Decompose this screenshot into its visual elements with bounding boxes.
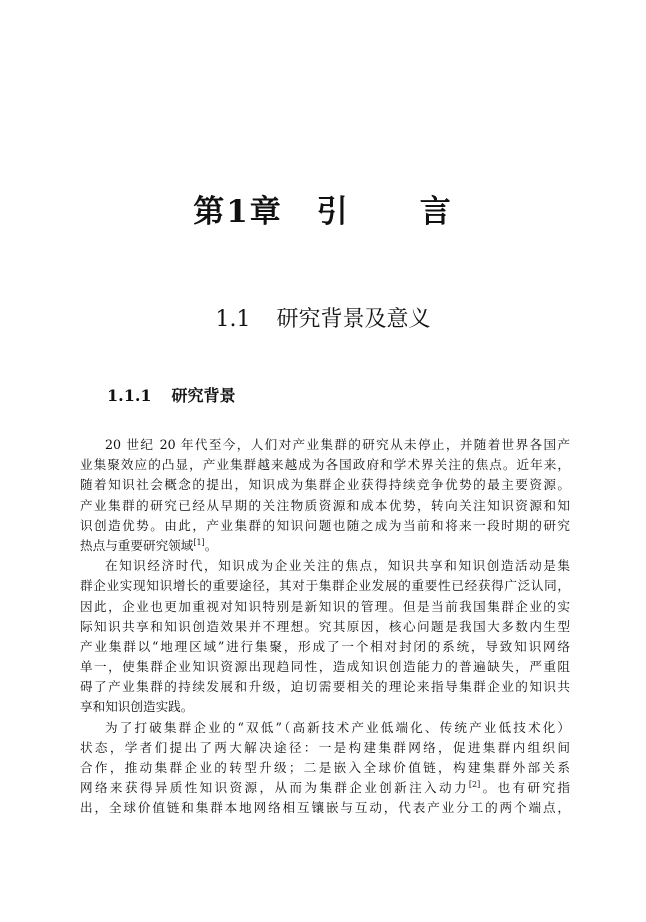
paragraph (80, 718, 570, 819)
paragraph (80, 435, 570, 556)
subsection-heading (107, 383, 236, 406)
text-segment: 热点与重要研究领域 (80, 537, 194, 553)
citation-reference[interactable]: [2] (468, 780, 481, 790)
section-number: 1.1 (215, 307, 251, 332)
text-line: 为了打破集群企业的“双低”（高新技术产业低端化、传统产业低技术化） (105, 719, 570, 735)
chapter-suffix: 章 (249, 194, 283, 230)
chapter-title-char-1: 引 (316, 194, 350, 230)
text-line: 出，全球价值链和集群本地网络相互镶嵌与互动，代表产业分工的两个端点， (80, 800, 570, 816)
text-line: 际知识共享和知识创造效果并不理想。究其原因，核心问题是我国大多数内生型 (80, 618, 570, 634)
text-line: 碍了产业集群的持续发展和升级，迫切需要相关的理论来指导集群企业的知识共 (80, 679, 570, 695)
text-line: 单一，使集群企业知识资源出现趋同性，造成知识创造能力的普遍缺失，严重阻 (80, 659, 570, 675)
chapter-prefix: 第 (193, 194, 227, 230)
chapter-number: 1 (226, 194, 250, 230)
text-line: 20 世纪 20 年代至今，人们对产业集群的研究从未停止，并随着世界各国产 (105, 437, 570, 452)
citation-reference[interactable]: [1] (193, 537, 205, 547)
text-line (80, 536, 570, 556)
chapter-title-char-2: 言 (419, 194, 453, 230)
text-line: 产业集群的研究已经从早期的关注物质资源和成本优势，转向关注知识资源和知 (80, 497, 570, 513)
subsection-number: 1.1.1 (107, 386, 152, 405)
text-line: 群企业实现知识增长的重要途径，其对于集群企业发展的重要性已经获得广泛认同， (80, 578, 570, 594)
text-line: 产业集群以“地理区域”进行集聚，形成了一个相对封闭的系统，导致知识网络 (80, 638, 570, 654)
text-line: 状态，学者们提出了两大解决途径：一是构建集群网络，促进集群内组织间 (80, 739, 570, 755)
text-line: 享和知识创造实践。 (80, 699, 194, 715)
body-text (80, 435, 570, 819)
text-line: 随着知识社会概念的提出，知识成为集群企业获得持续竞争优势的最主要资源。 (80, 477, 570, 493)
text-line: 业集聚效应的凸显，产业集群越来越成为各国政府和学术界关注的焦点。近年来， (80, 457, 570, 473)
text-line (80, 778, 570, 798)
text-segment: 网络来获得异质性知识资源，从而为集群企业创新注入动力 (80, 780, 469, 796)
section-heading (0, 302, 646, 333)
text-line: 因此，企业也更加重视对知识特别是新知识的管理。但是当前我国集群企业的实 (80, 598, 570, 614)
text-line: 合作，推动集群企业的转型升级；二是嵌入全球价值链，构建集群外部关系 (80, 760, 570, 775)
text-line: 识创造优势。由此，产业集群的知识问题也随之成为当前和将来一段时期的研究 (80, 517, 570, 533)
text-segment: 。 (204, 537, 218, 553)
subsection-title: 研究背景 (171, 386, 236, 405)
text-segment: 。也有研究指 (480, 780, 570, 796)
paragraph (80, 556, 570, 718)
section-title: 研究背景及意义 (276, 307, 431, 332)
text-line: 在知识经济时代，知识成为企业关注的焦点，知识共享和知识创造活动是集 (105, 558, 570, 574)
chapter-title (0, 186, 646, 231)
